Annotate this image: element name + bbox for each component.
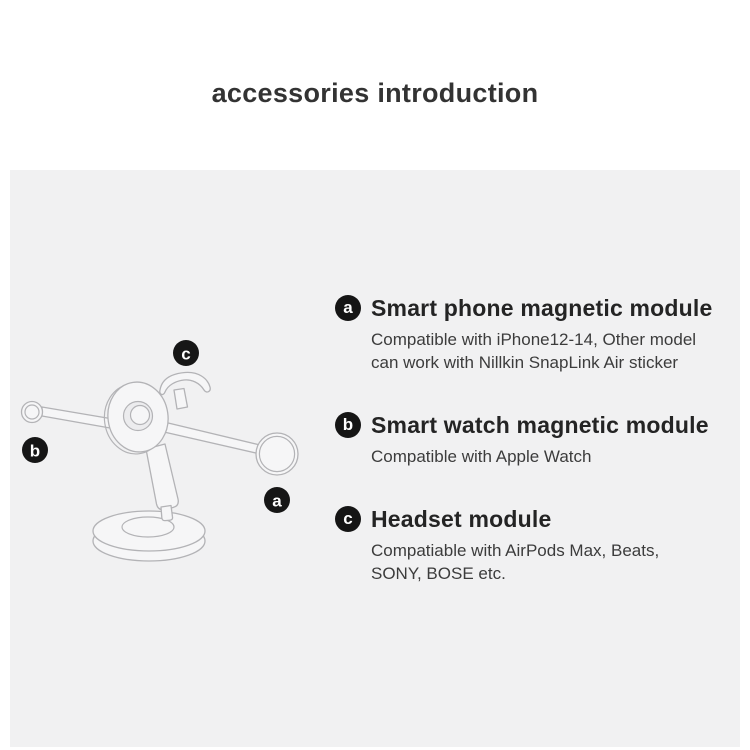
watch-module-disc — [22, 402, 43, 423]
watch-module-desc-line1: Compatible with Apple Watch — [371, 447, 592, 466]
diagram-label-c — [173, 340, 199, 366]
phone-module-desc-line1: Compatible with iPhone12-14, Other model — [371, 330, 697, 349]
phone-arm — [164, 422, 258, 454]
list-item-headset-module — [335, 506, 740, 585]
stand-stem — [146, 444, 178, 521]
watch-module-title: Smart watch magnetic module — [371, 412, 709, 438]
diagram-label-a-letter: a — [272, 491, 282, 511]
phone-module-description — [371, 328, 740, 374]
stand-base — [93, 511, 205, 561]
badge-c: c — [335, 506, 361, 532]
phone-module-title: Smart phone magnetic module — [371, 295, 713, 321]
watch-module-description — [371, 445, 740, 468]
headset-module-description — [371, 539, 740, 585]
headset-module-title: Headset module — [371, 506, 552, 532]
phone-module-desc-line2: can work with Nillkin SnapLink Air sticker — [371, 353, 679, 372]
badge-b: b — [335, 412, 361, 438]
headset-module-desc-line1: Compatiable with AirPods Max, Beats, — [371, 541, 660, 560]
diagram-label-c-letter: c — [181, 344, 191, 364]
diagram-label-a — [264, 487, 290, 513]
diagram-label-b — [22, 437, 48, 463]
phone-module-disc — [256, 433, 298, 475]
watch-arm — [42, 407, 110, 428]
badge-a: a — [335, 295, 361, 321]
headset-module-desc-line2: SONY, BOSE etc. — [371, 564, 506, 583]
list-item-watch-module — [335, 412, 740, 468]
diagram-label-b-letter: b — [29, 441, 41, 461]
page-title: accessories introduction — [211, 78, 539, 108]
headset-module-hook — [160, 372, 210, 409]
list-item-phone-module — [335, 295, 740, 374]
